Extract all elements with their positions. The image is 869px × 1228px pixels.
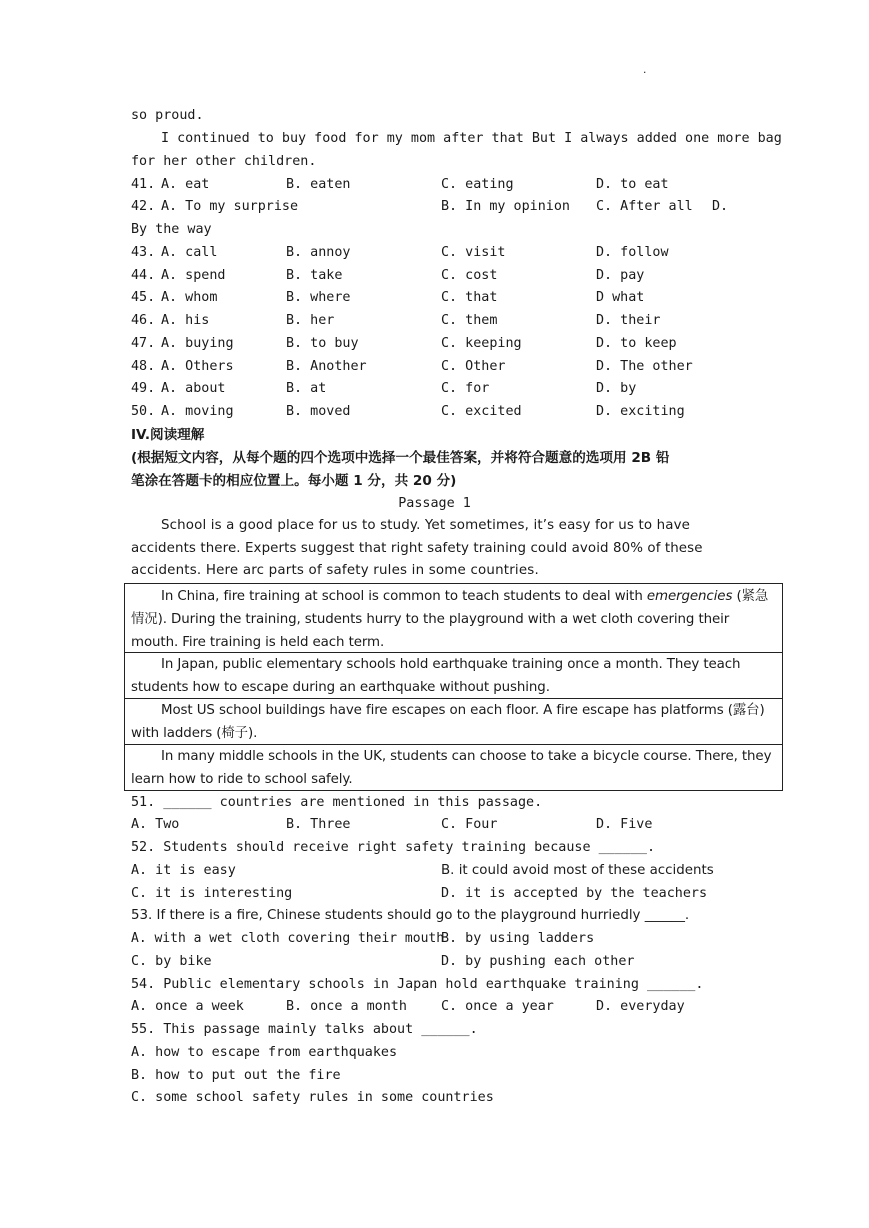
- option-a: A. his: [161, 313, 210, 328]
- option-d: D. it is accepted by the teachers: [441, 886, 708, 901]
- intro-line: I continued to buy food for my mom after that But I always added one more bag: [161, 131, 782, 146]
- option-c: C. excited: [441, 404, 522, 419]
- question-number: 44.: [131, 268, 156, 283]
- intro-line: so proud.: [131, 108, 204, 123]
- question-number: 46.: [131, 313, 156, 328]
- option-c: C. some school safety rules in some countries: [131, 1090, 494, 1105]
- passage-text: School is a good place for us to study. Yet sometimes, it’s easy for us to have: [161, 518, 691, 533]
- question-number: 49.: [131, 381, 156, 396]
- question-51: 51. ______ countries are mentioned in this passage.: [131, 795, 543, 810]
- option-c: C. cost: [441, 268, 498, 283]
- option-b: B. take: [286, 268, 343, 283]
- option-d: D. by pushing each other: [441, 954, 635, 969]
- option-c: C. them: [441, 313, 498, 328]
- option-a: A. moving: [161, 404, 234, 419]
- rule-text: In Japan, public elementary schools hold earthquake training once a month. They teach students how to escape during an earthquake without pushing.: [131, 657, 741, 695]
- option-d: D. to keep: [596, 336, 677, 351]
- option-b: B. Another: [286, 359, 367, 374]
- option-d: D. The other: [596, 359, 693, 374]
- option-a: A. spend: [161, 268, 226, 283]
- question-55: 55. This passage mainly talks about ______.: [131, 1022, 478, 1037]
- option-d: D.: [712, 199, 729, 214]
- option-a: A. whom: [161, 290, 218, 305]
- passage-title: Passage 1: [398, 496, 471, 511]
- option-a: A. how to escape from earthquakes: [131, 1045, 398, 1060]
- question-number: 45.: [131, 290, 156, 305]
- rule-text: (紧急情况). During the training, students hurry to the playground with a wet cloth covering their mouth. Fire training is held each term.: [131, 589, 769, 650]
- option-d-continued: By the way: [131, 222, 212, 237]
- section-instructions: (根据短文内容，从每个题的四个选项中选择一个最佳答案，并将符合题意的选项用 2B 铅: [131, 450, 670, 466]
- option-c: C. eating: [441, 177, 514, 192]
- question-number: 47.: [131, 336, 156, 351]
- option-d: D. follow: [596, 245, 669, 260]
- option-b: B. to buy: [286, 336, 359, 351]
- option-d: D. their: [596, 313, 661, 328]
- rule-box-china: [124, 583, 783, 653]
- rule-box-uk: [124, 744, 783, 791]
- option-c: C. for: [441, 381, 490, 396]
- option-a: A. about: [161, 381, 226, 396]
- option-b: B. In my opinion: [441, 199, 570, 214]
- option-a: A. once a week: [131, 999, 244, 1014]
- question-54: 54. Public elementary schools in Japan hold earthquake training ______.: [131, 977, 704, 992]
- option-b: B. Three: [286, 817, 351, 832]
- intro-line: for her other children.: [131, 154, 317, 169]
- option-a: A. it is easy: [131, 863, 236, 878]
- rule-box-us: [124, 698, 783, 745]
- question-number: 42.: [131, 199, 156, 214]
- option-b: B. her: [286, 313, 335, 328]
- option-a: A. with a wet cloth covering their mouth: [131, 931, 445, 946]
- option-a: A. Two: [131, 817, 180, 832]
- option-d: D. to eat: [596, 177, 669, 192]
- passage-text: accidents there. Experts suggest that right safety training could avoid 80% of these: [131, 541, 703, 556]
- option-c: C. visit: [441, 245, 506, 260]
- option-b: B. eaten: [286, 177, 351, 192]
- question-number: 48.: [131, 359, 156, 374]
- option-b: B. how to put out the fire: [131, 1068, 341, 1083]
- option-b: B. annoy: [286, 245, 351, 260]
- question-number: 50.: [131, 404, 156, 419]
- option-d: D what: [596, 290, 645, 305]
- option-b: B. moved: [286, 404, 351, 419]
- option-d: D. Five: [596, 817, 653, 832]
- option-c: C. by bike: [131, 954, 212, 969]
- option-d: D. everyday: [596, 999, 685, 1014]
- option-b: B. it could avoid most of these accidents: [441, 863, 714, 878]
- question-53: 53. If there is a fire, Chinese students should go to the playground hurriedly ______.: [131, 908, 690, 923]
- rule-text: In China, fire training at school is common to teach students to deal with: [161, 589, 647, 604]
- rule-emphasis: emergencies: [646, 589, 733, 604]
- passage-text: accidents. Here arc parts of safety rules in some countries.: [131, 563, 539, 578]
- option-b: B. at: [286, 381, 327, 396]
- option-b: B. once a month: [286, 999, 407, 1014]
- option-d: D. by: [596, 381, 637, 396]
- option-b: B. by using ladders: [441, 931, 595, 946]
- option-a: A. eat: [161, 177, 210, 192]
- option-a: A. Others: [161, 359, 234, 374]
- question-number: 43.: [131, 245, 156, 260]
- option-a: A. buying: [161, 336, 234, 351]
- option-c: C. keeping: [441, 336, 522, 351]
- option-d: D. pay: [596, 268, 645, 283]
- question-number: 41.: [131, 177, 156, 192]
- question-52: 52. Students should receive right safety training because ______.: [131, 840, 656, 855]
- option-a: A. To my surprise: [161, 199, 299, 214]
- option-c: C. once a year: [441, 999, 554, 1014]
- option-a: A. call: [161, 245, 218, 260]
- option-c: C. that: [441, 290, 498, 305]
- section-title: IV.阅读理解: [131, 427, 205, 443]
- option-d: D. exciting: [596, 404, 685, 419]
- option-c: C. Other: [441, 359, 506, 374]
- option-c: C. Four: [441, 817, 498, 832]
- option-c: C. it is interesting: [131, 886, 293, 901]
- option-c: C. After all: [596, 199, 693, 214]
- section-instructions: 笔涂在答题卡的相应位置上。每小题 1 分，共 20 分): [131, 473, 457, 489]
- header-dot: .: [642, 66, 648, 76]
- option-b: B. where: [286, 290, 351, 305]
- rule-box-japan: [124, 652, 783, 699]
- rule-text: Most US school buildings have fire escapes on each floor. A fire escape has platforms (露台) with ladders (椅子).: [131, 703, 765, 741]
- rule-text: In many middle schools in the UK, students can choose to take a bicycle course. There, they learn how to ride to school safely.: [131, 749, 772, 787]
